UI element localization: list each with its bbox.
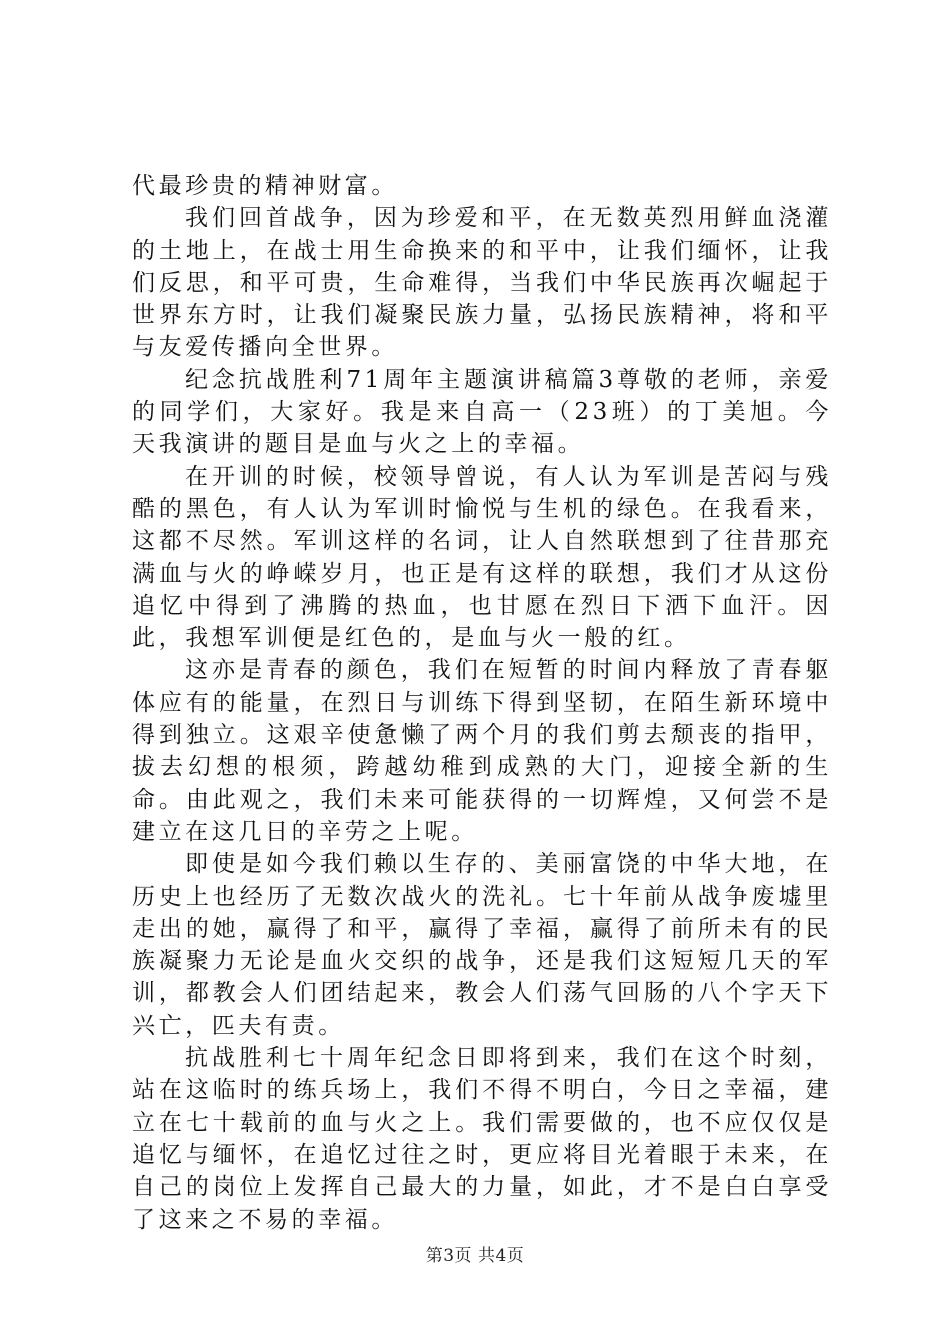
- document-body: [132, 170, 832, 1236]
- paragraph: 即使是如今我们赖以生存的、美丽富饶的中华大地，在历史上也经历了无数次战火的洗礼。七十年前从战争废墟里走出的她，赢得了和平，赢得了幸福，赢得了前所未有的民族凝聚力无论是血火交织的战争，还是我们这短短几天的军训，都教会人们团结起来，教会人们荡气回肠的八个字天下兴亡，匹夫有责。: [132, 851, 832, 1039]
- paragraph-continuation: 代最珍贵的精神财富。: [132, 173, 398, 199]
- paragraph: 抗战胜利七十周年纪念日即将到来，我们在这个时刻，站在这临时的练兵场上，我们不得不明白，今日之幸福，建立在七十载前的血与火之上。我们需要做的，也不应仅仅是追忆与缅怀，在追忆过往之时，更应将目光着眼于未来，在自己的岗位上发挥自己最大的力量，如此，才不是白白享受了这来之不易的幸福。: [132, 1045, 832, 1233]
- paragraph: 我们回首战争，因为珍爱和平，在无数英烈用鲜血浇灌的土地上，在战士用生命换来的和平中，让我们缅怀，让我们反思，和平可贵，生命难得，当我们中华民族再次崛起于世界东方时，让我们凝聚民族力量，弘扬民族精神，将和平与友爱传播向全世界。: [132, 205, 832, 361]
- paragraph: 纪念抗战胜利71周年主题演讲稿篇3尊敬的老师，亲爱的同学们，大家好。我是来自高一（23班）的丁美旭。今天我演讲的题目是血与火之上的幸福。: [132, 366, 832, 458]
- paragraph: 这亦是青春的颜色，我们在短暂的时间内释放了青春躯体应有的能量，在烈日与训练下得到坚韧，在陌生新环境中得到独立。这艰辛使惫懒了两个月的我们剪去颓丧的指甲，拔去幻想的根须，跨越幼稚到成熟的大门，迎接全新的生命。由此观之，我们未来可能获得的一切辉煌，又何尝不是建立在这几日的辛劳之上呢。: [132, 657, 832, 845]
- page-number-footer: 第3页 共4页: [425, 1246, 525, 1266]
- paragraph: 在开训的时候，校领导曾说，有人认为军训是苦闷与残酷的黑色，有人认为军训时愉悦与生机的绿色。在我看来，这都不尽然。军训这样的名词，让人自然联想到了往昔那充满血与火的峥嵘岁月，也正是有这样的联想，我们才从这份追忆中得到了沸腾的热血，也甘愿在烈日下洒下血汗。因此，我想军训便是红色的，是血与火一般的红。: [132, 463, 832, 652]
